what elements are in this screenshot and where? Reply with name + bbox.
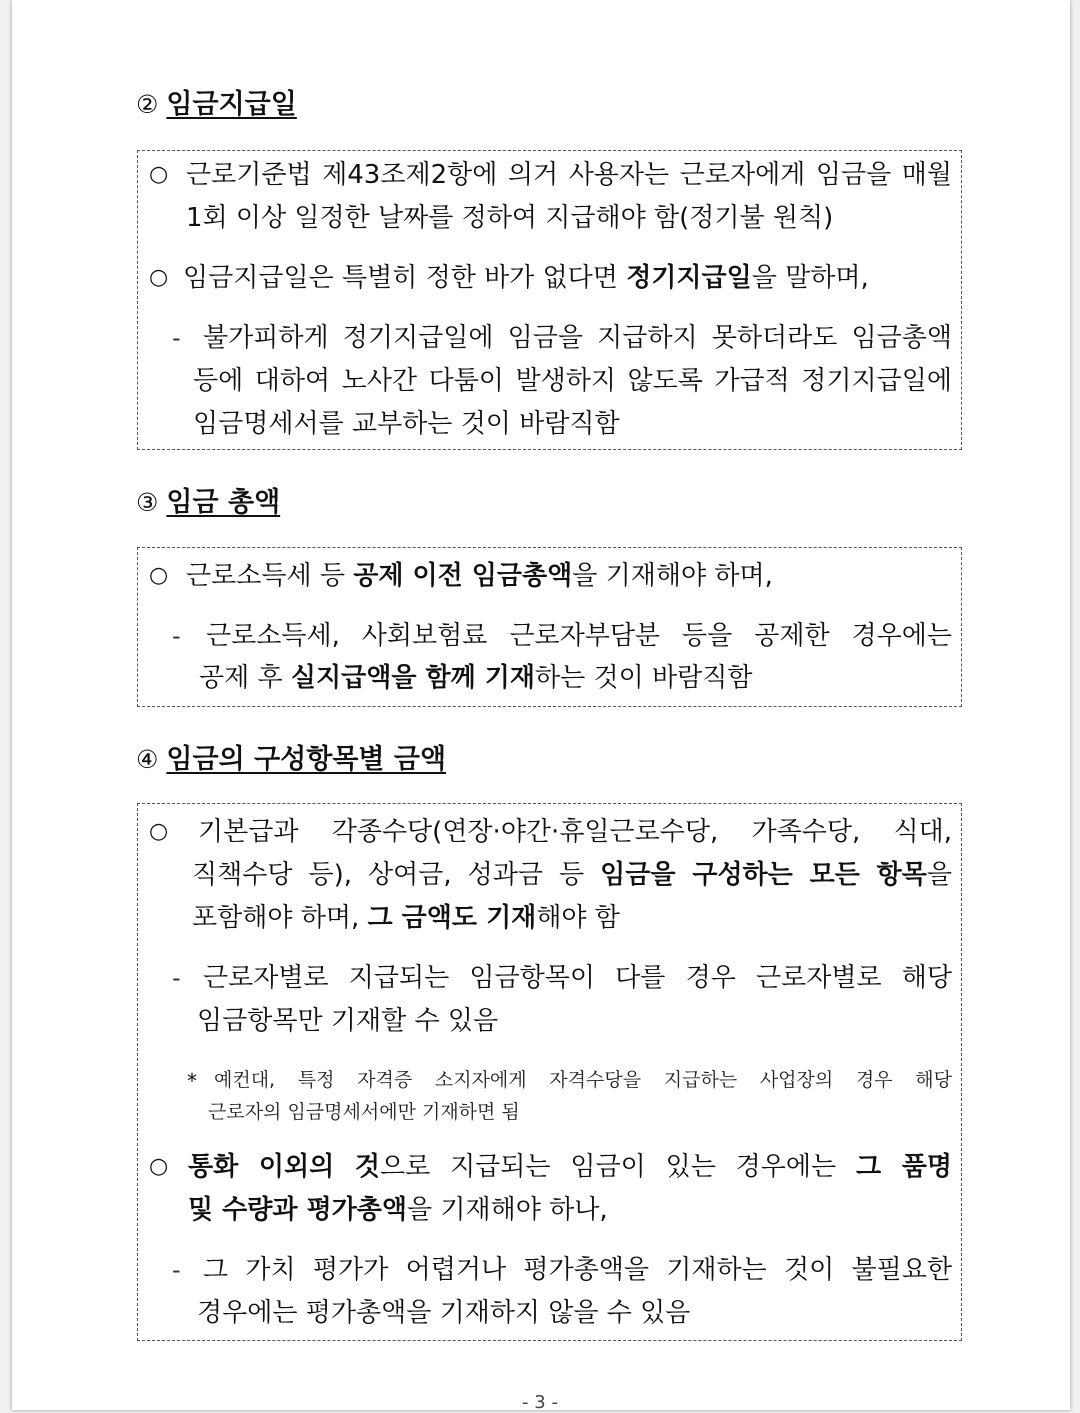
section-4-title: 임금의 구성항목별 금액	[166, 744, 447, 775]
dash-icon: -	[172, 622, 181, 650]
section-2-title: 임금지급일	[166, 89, 297, 120]
s4-bullet1-line1: 기본급과 각종수당(연장·야간·휴일근로수당, 가족수당, 식대,	[198, 817, 952, 847]
s4-bullet1-line3	[192, 901, 952, 935]
s3-bullet1-pre: 근로소득세 등	[186, 561, 354, 591]
s3-dash1-bold: 실지급액을 함께 기재	[290, 663, 536, 693]
s4-bullet1-l2-bold: 임금을 구성하는 모든 항목	[600, 860, 927, 890]
s2-bullet2	[183, 261, 952, 295]
s2-bullet1-line1: 근로기준법 제43조제2항에 의거 사용자는 근로자에게 임금을 매월	[186, 160, 952, 190]
s4-note-line2: 근로자의 임금명세서에만 기재하면 됨	[208, 1101, 520, 1123]
s4-bullet1-l2-post: 을	[926, 860, 952, 890]
s4-dash1-line2: 임금항목만 기재할 수 있음	[197, 1006, 499, 1036]
s4-bullet1-l3-bold: 그 금액도 기재	[367, 903, 537, 933]
s4-dash1-line1: 근로자별로 지급되는 임금항목이 다를 경우 근로자별로 해당	[203, 963, 952, 993]
s3-dash1-line1: 근로소득세, 사회보험료 근로자부담분 등을 공제한 경우에는	[206, 621, 952, 651]
s4-bullet2-line1	[188, 1150, 952, 1184]
bullet-icon: ○	[149, 1154, 169, 1179]
s2-dash1-line3: 임금명세서를 교부하는 것이 바람직함	[193, 409, 620, 439]
s4-bullet2-line2	[188, 1193, 952, 1227]
s4-bullet2-l2-post: 을 기재해야 하나,	[407, 1195, 608, 1225]
section-2-number: ②	[136, 90, 159, 119]
page-number: - 3 -	[522, 1392, 558, 1413]
section-2-box	[137, 150, 962, 450]
s3-bullet1	[186, 559, 952, 593]
s4-bullet1-l3-pre: 포함해야 하며,	[192, 903, 368, 933]
s2-bullet2-bold: 정기지급일	[626, 263, 752, 293]
s2-bullet1-line2: 1회 이상 일정한 날짜를 정하여 지급해야 함(정기불 원칙)	[186, 203, 834, 233]
s3-dash1-post: 하는 것이 바람직함	[535, 663, 753, 693]
s2-dash1-line1: 불가피하게 정기지급일에 임금을 지급하지 못하더라도 임금총액	[203, 323, 952, 353]
bullet-icon: ○	[149, 162, 169, 187]
s2-dash1-line2: 등에 대하여 노사간 다툼이 발생하지 않도록 가급적 정기지급일에	[193, 366, 952, 396]
s4-bullet1-line2	[192, 858, 952, 892]
s4-dash2-line1: 그 가치 평가가 어렵거나 평가총액을 기재하는 것이 불필요한	[203, 1255, 952, 1285]
dash-icon: -	[172, 324, 181, 352]
s4-bullet1-l2-pre: 직책수당 등), 상여금, 성과금 등	[192, 860, 601, 890]
asterisk-icon: *	[187, 1069, 197, 1093]
s4-bullet2-bold2: 그 품명	[856, 1152, 952, 1182]
s4-bullet2-bold1: 통화 이외의 것	[188, 1152, 380, 1182]
bullet-icon: ○	[149, 265, 169, 290]
s4-bullet2-l2-bold: 및 수량과 평가총액	[188, 1195, 408, 1225]
s3-bullet1-bold: 공제 이전 임금총액	[353, 561, 573, 591]
bullet-icon: ○	[149, 819, 169, 844]
section-2-heading	[136, 88, 297, 122]
s3-dash1-line2	[199, 661, 952, 695]
section-4-number: ④	[136, 745, 159, 774]
s4-bullet1-l3-post: 해야 함	[536, 903, 620, 933]
s3-dash1-pre: 공제 후	[199, 663, 291, 693]
s4-bullet2-mid: 으로 지급되는 임금이 있는 경우에는	[379, 1152, 856, 1182]
s2-bullet2-pre: 임금지급일은 특별히 정한 바가 없다면	[183, 263, 627, 293]
s2-bullet2-post: 을 말하며,	[751, 263, 869, 293]
s4-dash2-line2: 경우에는 평가총액을 기재하지 않을 수 있음	[197, 1298, 691, 1328]
section-3-heading	[136, 486, 280, 520]
bullet-icon: ○	[149, 563, 169, 588]
dash-icon: -	[172, 1256, 181, 1284]
section-4-heading	[136, 743, 446, 777]
section-3-title: 임금 총액	[166, 487, 281, 518]
dash-icon: -	[172, 964, 181, 992]
s4-note-line1: 예컨대, 특정 자격증 소지자에게 자격수당을 지급하는 사업장의 경우 해당	[214, 1069, 952, 1091]
s3-bullet1-post: 을 기재해야 하며,	[572, 561, 773, 591]
section-3-number: ③	[136, 488, 159, 517]
